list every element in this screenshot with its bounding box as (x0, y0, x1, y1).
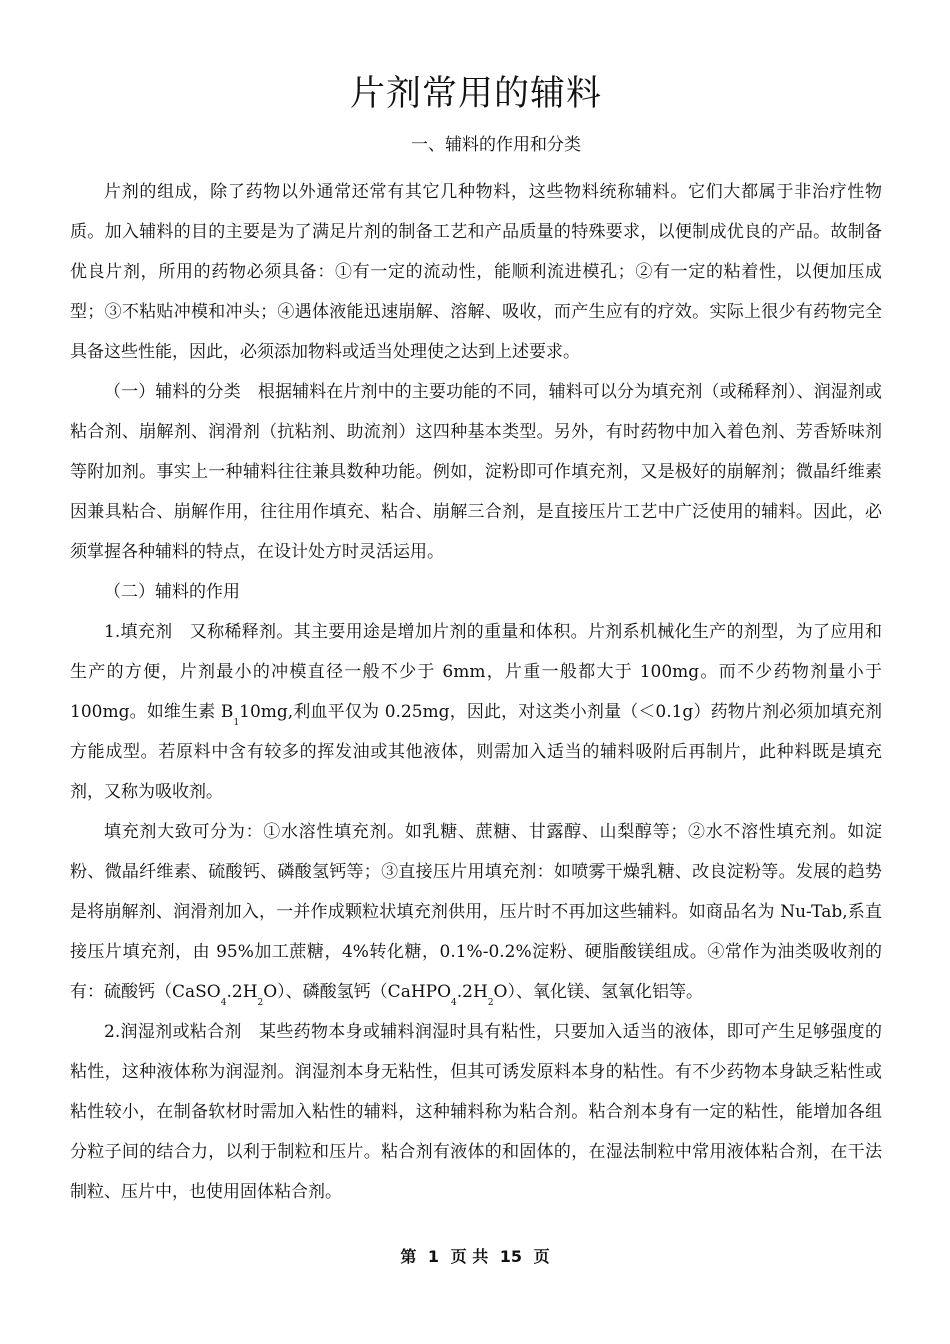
subscript: 4 (220, 998, 227, 1008)
paragraph-classification: （一）辅料的分类 根据辅料在片剂中的主要功能的不同，辅料可以分为填充剂（或稀释剂）、润湿剂或粘合剂、崩解剂、润滑剂（抗粘剂、助流剂）这四种基本类型。另外，有时药物中加入着色剂、芳香矫味剂等附加剂。事实上一种辅料往往兼具数种功能。例如，淀粉即可作填充剂，又是极好的崩解剂；微晶纤维素因兼具粘合、崩解作用，往往用作填充、粘合、崩解三合剂，是直接压片工艺中广泛使用的辅料。因此，必须掌握各种辅料的特点，在设计处方时灵活运用。 (70, 382, 882, 562)
text-run: .2H (226, 982, 258, 1002)
subsection-heading: （二）辅料的作用 (104, 582, 240, 602)
footer-suffix: 页 (533, 1247, 550, 1266)
document-page (70, 0, 882, 1212)
paragraph-filler (70, 612, 882, 812)
text-run: 填充剂大致可分为：①水溶性填充剂。如乳糖、蔗糖、甘露醇、山梨醇等；②水不溶性填充剂。如淀粉、微晶纤维素、硫酸钙、磷酸氢钙等；③直接压片用填充剂：如喷雾干燥乳糖、改良淀粉等。发展的趋势是将崩解剂、润滑剂加入，一并作成颗粒状填充剂供用，压片时不再加这些辅料。如商品名为 Nu-Tab,系直接压片填充剂，由 95%加工蔗糖，4%转化糖，0.1%-0.2%淀粉、硬脂酸镁组成。④常作为油类吸收剂的有：硫酸钙（CaSO (70, 822, 882, 1002)
footer-prefix: 第 (400, 1247, 417, 1266)
subscript: 1 (233, 718, 240, 728)
subscript: 2 (487, 998, 494, 1008)
text-run: O）、氧化镁、氢氧化铝等。 (493, 982, 703, 1002)
paragraph-intro: 片剂的组成，除了药物以外通常还常有其它几种物料，这些物料统称辅料。它们大都属于非治疗性物质。加入辅料的目的主要是为了满足片剂的制备工艺和产品质量的特殊要求，以便制成优良的产品。故制备优良片剂，所用的药物必须具备：①有一定的流动性，能顺利流进模孔；②有一定的粘着性，以便加压成型；③不粘贴冲模和冲头；④遇体液能迅速崩解、溶解、吸收，而产生应有的疗效。实际上很少有药物完全具备这些性能，因此，必须添加物料或适当处理使之达到上述要求。 (70, 182, 882, 362)
paragraph-filler-types (70, 812, 882, 1012)
text-run: 10mg,利血平仅为 0.25mg，因此，对这类小剂量（＜0.1g）药物片剂必须加填充剂方能成型。若原料中含有较多的挥发油或其他液体，则需加入适当的辅料吸附后再制片，此种料既是填充剂，又称为吸收剂。 (70, 702, 882, 802)
subscript: 2 (257, 998, 264, 1008)
subscript: 4 (451, 998, 457, 1008)
footer-middle: 页 共 (450, 1247, 489, 1266)
paragraph-binder: 2.润湿剂或粘合剂 某些药物本身或辅料润湿时具有粘性，只要加入适当的液体，即可产生足够强度的粘性，这种液体称为润湿剂。润湿剂本身无粘性，但其可诱发原料本身的粘性。有不少药物本身缺乏粘性或粘性较小，在制备软材时需加入粘性的辅料，这种辅料称为粘合剂。粘合剂本身有一定的粘性，能增加各组分粒子间的结合力，以利于制粒和压片。粘合剂有液体的和固体的，在湿法制粒中常用液体粘合剂，在干法制粒、压片中，也使用固体粘合剂。 (70, 1022, 882, 1202)
text-run: .2H (456, 982, 488, 1002)
footer-total-pages: 15 (499, 1247, 523, 1266)
page-footer (0, 1244, 950, 1267)
page-title: 片剂常用的辅料 (349, 74, 602, 114)
section-heading: 一、辅料的作用和分类 (411, 135, 581, 155)
text-run: O）、磷酸氢钙（CaHPO (263, 982, 452, 1002)
text-run: 1.填充剂 又称稀释剂。其主要用途是增加片剂的重量和体积。片剂系机械化生产的剂型，为了应用和生产的方便，片剂最小的冲模直径一般不少于 6mm，片重一般都大于 100mg。而不少药物剂量小于 100mg。如维生素 B (70, 622, 882, 722)
footer-page-number: 1 (427, 1247, 440, 1266)
